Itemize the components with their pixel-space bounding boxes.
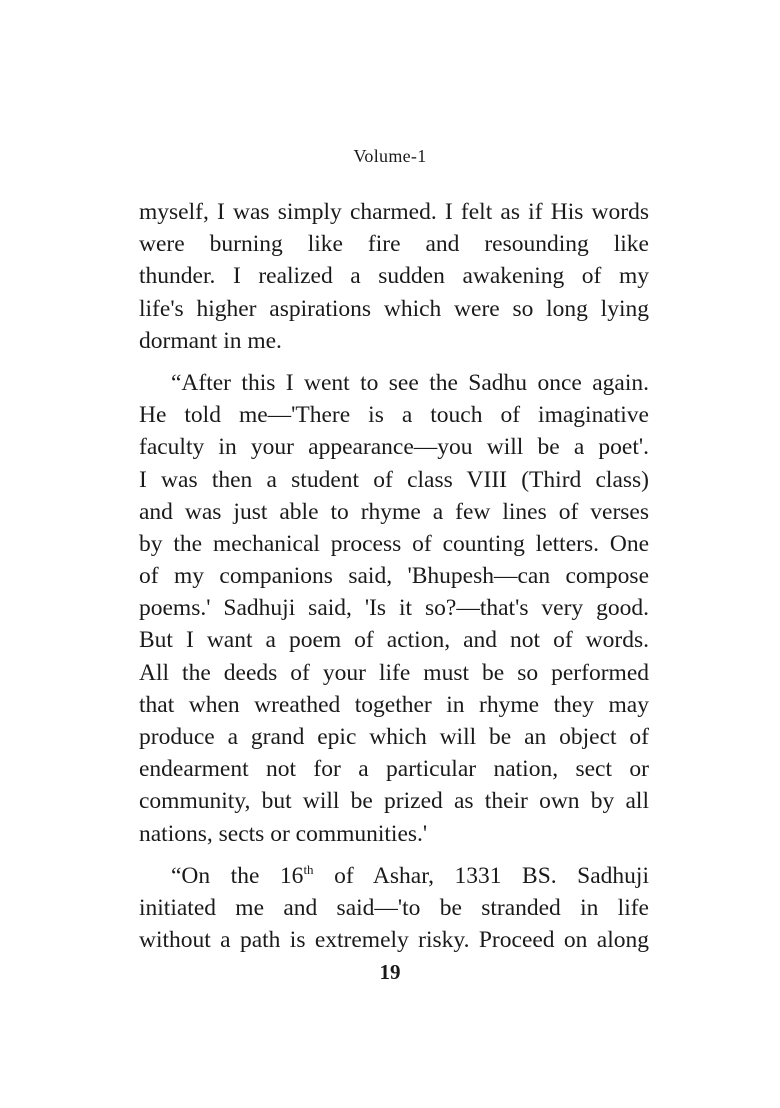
text-line: poems.' Sadhuji said, 'Is it so?—that's very good.	[139, 595, 649, 622]
text-line: by the mechanical process of counting letters. One	[139, 530, 649, 557]
text-line: without a path is extremely risky. Proceed on along	[139, 927, 649, 954]
text-line: faculty in your appearance—you will be a poet'.	[139, 434, 649, 461]
text-line: and was just able to rhyme a few lines of verses	[139, 498, 649, 525]
text-line: All the deeds of your life must be so performed	[139, 659, 649, 686]
text-line: dormant in me.	[139, 327, 282, 354]
text-line: were burning like fire and resounding like	[139, 231, 649, 258]
text-line	[139, 860, 649, 892]
running-head: Volume-1	[353, 146, 427, 166]
text-line: “After this I went to see the Sadhu once again.	[171, 369, 649, 396]
text-run: “On the 16	[171, 862, 304, 889]
text-line: of my companions said, 'Bhupesh—can compose	[139, 563, 649, 590]
paragraph-3	[139, 860, 649, 957]
text-line: life's higher aspirations which were so long lying	[139, 295, 649, 322]
text-line: I was then a student of class VIII (Third class)	[139, 466, 649, 493]
text-line: endearment not for a particular nation, sect or	[139, 756, 649, 783]
text-line: thunder. I realized a sudden awakening of my	[139, 263, 649, 290]
ordinal-suffix: th	[303, 861, 314, 877]
text-line: initiated me and said—'to be stranded in life	[139, 894, 649, 921]
text-line: that when wreathed together in rhyme they may	[139, 691, 649, 718]
text-line: produce a grand epic which will be an object of	[139, 724, 649, 750]
text-line: nations, sects or communities.'	[139, 820, 428, 847]
text-line: myself, I was simply charmed. I felt as if His words	[139, 199, 649, 225]
paragraph-2	[139, 367, 649, 850]
text-line: He told me—'There is a touch of imaginative	[139, 402, 649, 429]
body-text	[139, 196, 649, 956]
page-number: 19	[379, 960, 401, 984]
text-line: community, but will be prized as their own by all	[139, 788, 649, 815]
text-line: But I want a poem of action, and not of words.	[139, 627, 649, 654]
paragraph-1	[139, 196, 649, 357]
text-run: of Ashar, 1331 BS. Sadhuji	[313, 862, 649, 889]
